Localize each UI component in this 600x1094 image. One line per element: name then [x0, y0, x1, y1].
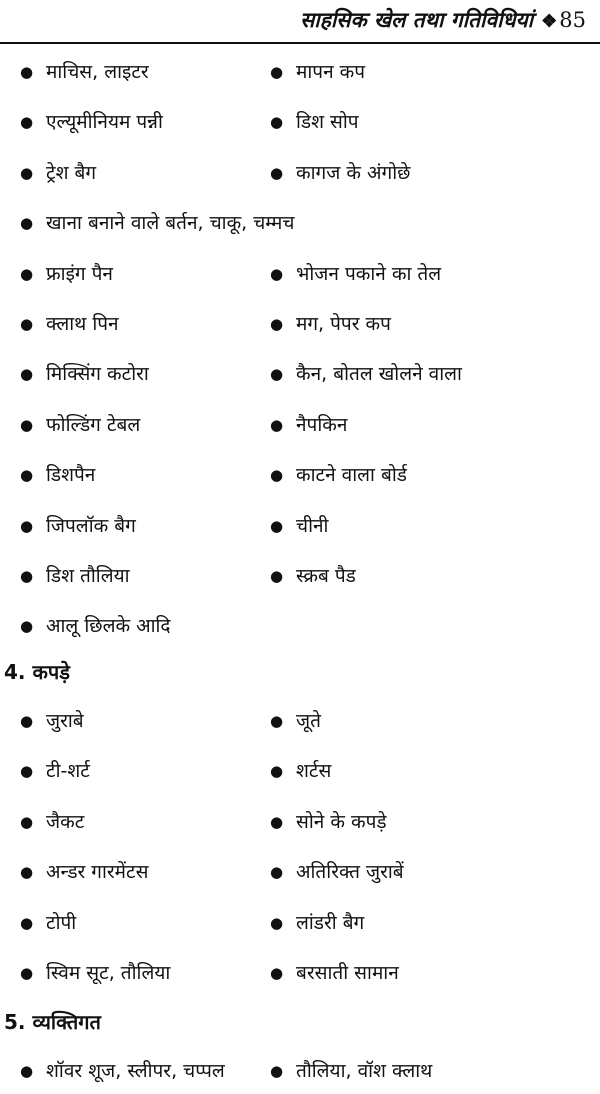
list-row: [0, 753, 600, 789]
list-item-text: बरसाती सामान: [296, 962, 399, 984]
list-item: [20, 608, 171, 644]
list-item: [20, 753, 90, 789]
bullet-icon: ●: [20, 214, 34, 233]
list-item-text: अन्डर गारमेंटस: [46, 861, 149, 884]
list-item-text: डिश तौलिया: [46, 565, 130, 587]
bullet-icon: ●: [270, 516, 284, 535]
bullet-icon: ●: [20, 762, 34, 781]
bullet-icon: ●: [270, 964, 284, 982]
section-heading: 4. कपड़े: [4, 660, 70, 684]
list-item: [20, 955, 170, 991]
bullet-icon: ●: [20, 863, 34, 882]
list-item: [20, 1053, 225, 1089]
list-item-text: एल्यूमीनियम पन्नी: [46, 111, 163, 134]
list-item: [270, 955, 399, 991]
list-item-text: जिपलॉक बैग: [46, 514, 136, 537]
list-row: [0, 905, 600, 941]
list-item: [20, 854, 148, 890]
list-row: [0, 306, 600, 342]
list-item-text: मापन कप: [296, 61, 366, 83]
list-item: [270, 905, 364, 941]
bullet-icon: ●: [20, 1062, 34, 1080]
list-item: [20, 155, 96, 191]
list-item: [20, 457, 95, 493]
list-item: [20, 306, 119, 342]
list-item-text: फ्राइंग पैन: [46, 262, 113, 285]
section-heading: 5. व्यक्तिगत: [4, 1010, 101, 1034]
list-item: [270, 558, 356, 594]
list-item-text: शॉवर शूज, स्लीपर, चप्पल: [46, 1060, 225, 1082]
list-item: [20, 256, 113, 292]
bullet-icon: ●: [270, 415, 284, 434]
list-item: [20, 407, 140, 443]
bullet-icon: ●: [20, 63, 34, 81]
list-item: [20, 54, 149, 90]
list-item: [270, 54, 365, 90]
bullet-icon: ●: [270, 163, 284, 182]
bullet-icon: ●: [20, 163, 34, 182]
bullet-icon: ●: [270, 863, 284, 882]
list-row: [0, 703, 600, 739]
bullet-icon: ●: [20, 466, 34, 485]
list-row: [0, 457, 600, 493]
list-row: [0, 508, 600, 544]
list-item-text: टी-शर्ट: [46, 760, 90, 783]
list-item: [270, 407, 347, 443]
list-row: [0, 205, 600, 241]
bullet-icon: ●: [270, 264, 284, 283]
list-row: [0, 955, 600, 991]
list-item-text: तौलिया, वॉश क्लाथ: [296, 1060, 433, 1082]
list-item: [20, 104, 163, 140]
bullet-icon: ●: [270, 762, 284, 781]
list-item: [270, 854, 404, 890]
list-item: [20, 205, 294, 241]
bullet-icon: ●: [270, 365, 284, 384]
bullet-icon: ●: [270, 567, 284, 585]
bullet-icon: ●: [20, 712, 34, 730]
bullet-icon: ●: [20, 365, 34, 384]
list-item: [270, 155, 410, 191]
bullet-icon: ●: [270, 466, 284, 485]
list-item: [270, 508, 328, 544]
list-item-text: काटने वाला बोर्ड: [296, 464, 407, 487]
list-row: [0, 608, 600, 644]
list-item-text: डिशपैन: [46, 464, 96, 487]
chapter-title: साहसिक खेल तथा गतिविधियां: [300, 7, 534, 32]
list-item-text: मिक्सिंग कटोरा: [46, 363, 149, 386]
list-row: [0, 558, 600, 594]
bullet-icon: ●: [270, 315, 284, 333]
bullet-icon: ●: [270, 712, 284, 730]
list-item-text: नैपकिन: [296, 413, 348, 436]
list-item-text: जूते: [296, 710, 321, 732]
bullet-icon: ●: [270, 913, 284, 932]
list-row: [0, 407, 600, 443]
bullet-icon: ●: [270, 812, 284, 831]
list-item: [20, 356, 149, 392]
list-item-text: डिश सोप: [296, 111, 359, 134]
list-row: [0, 854, 600, 890]
ornament-separator: ❖: [541, 11, 558, 32]
running-header: [0, 0, 600, 44]
list-item-text: स्क्रब पैड: [296, 565, 356, 587]
list-item-text: जुराबे: [46, 710, 84, 732]
list-item: [20, 804, 84, 840]
list-item-text: जैकट: [46, 810, 85, 833]
bullet-icon: ●: [20, 415, 34, 434]
list-item-text: भोजन पकाने का तेल: [296, 262, 442, 285]
list-row: [0, 54, 600, 90]
list-item: [270, 356, 462, 392]
bullet-icon: ●: [20, 913, 34, 932]
list-item: [270, 753, 331, 789]
list-item-text: क्लाथ पिन: [46, 313, 119, 335]
page-number: 85: [559, 8, 586, 32]
bullet-icon: ●: [20, 516, 34, 535]
bullet-icon: ●: [20, 964, 34, 982]
list-item-text: माचिस, लाइटर: [46, 61, 149, 83]
bullet-icon: ●: [20, 113, 34, 132]
bullet-icon: ●: [20, 812, 34, 831]
list-row: [0, 356, 600, 392]
list-row: [0, 804, 600, 840]
list-item: [270, 256, 441, 292]
list-item: [20, 508, 136, 544]
list-row: [0, 256, 600, 292]
bullet-icon: ●: [20, 617, 34, 636]
list-item: [20, 558, 130, 594]
list-item-text: सोने के कपड़े: [296, 810, 387, 833]
list-item-text: मग, पेपर कप: [296, 313, 391, 335]
list-item: [270, 1053, 432, 1089]
bullet-icon: ●: [270, 63, 284, 81]
list-item: [270, 306, 391, 342]
running-head-text: [300, 6, 586, 34]
bullet-icon: ●: [20, 315, 34, 333]
list-item: [270, 457, 407, 493]
list-item-text: शर्टस: [296, 760, 332, 783]
list-item-text: कागज के अंगोछे: [296, 161, 411, 184]
list-item-text: खाना बनाने वाले बर्तन, चाकू, चम्मच: [46, 212, 295, 235]
bullet-icon: ●: [270, 1062, 284, 1080]
list-row: [0, 1053, 600, 1089]
list-item-text: कैन, बोतल खोलने वाला: [296, 363, 462, 386]
bullet-icon: ●: [20, 264, 34, 283]
list-item-text: फोल्डिंग टेबल: [46, 413, 141, 436]
list-row: [0, 104, 600, 140]
bullet-icon: ●: [20, 567, 34, 585]
list-item: [270, 703, 321, 739]
list-item-text: लांडरी बैग: [296, 911, 365, 934]
list-item-text: स्विम सूट, तौलिया: [46, 962, 171, 984]
bullet-icon: ●: [270, 113, 284, 132]
list-item-text: ट्रेश बैग: [46, 161, 97, 184]
list-item-text: आलू छिलके आदि: [46, 615, 171, 638]
list-item-text: चीनी: [296, 514, 329, 537]
list-item-text: अतिरिक्त जुराबें: [296, 861, 404, 884]
list-item: [270, 104, 359, 140]
list-item-text: टोपी: [46, 911, 77, 934]
list-item: [270, 804, 387, 840]
list-item: [20, 905, 76, 941]
list-row: [0, 155, 600, 191]
list-item: [20, 703, 84, 739]
